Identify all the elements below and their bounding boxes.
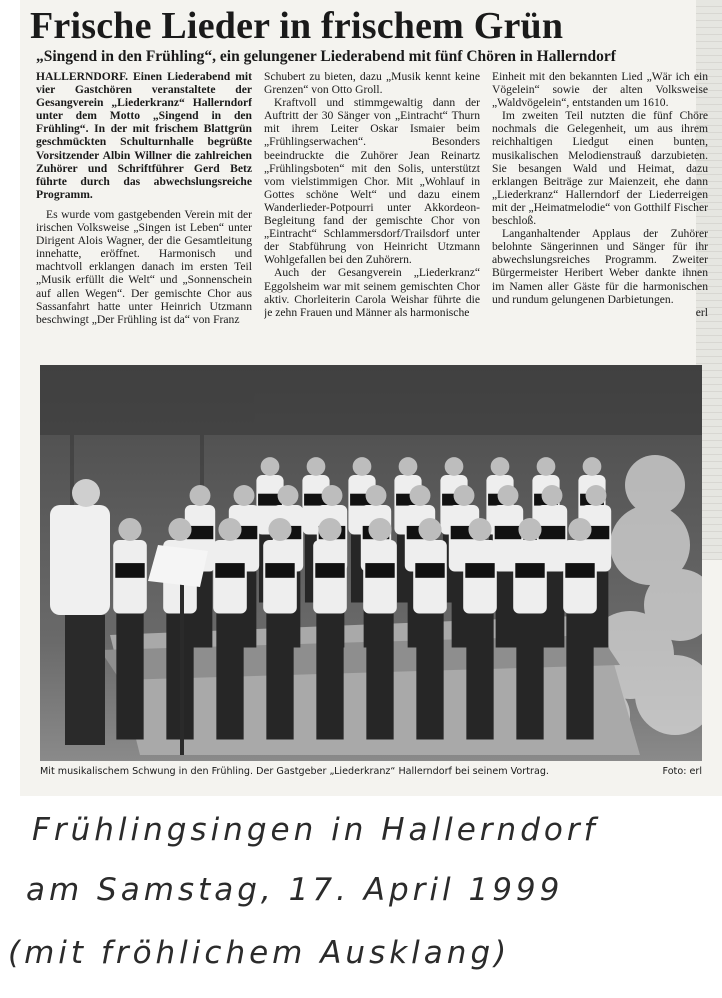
singer-figure bbox=[518, 518, 541, 541]
article-paragraph: Einheit mit den bekannten Lied „Wär ich ein Vögelein“ sowie der alten Volksweise „Waldvögelein“, entstanden um 1610. bbox=[492, 70, 708, 110]
article-column-3 bbox=[492, 70, 708, 362]
song-book bbox=[115, 563, 144, 578]
singer-figure bbox=[316, 614, 343, 740]
song-book bbox=[265, 563, 294, 578]
singer-figure bbox=[366, 614, 393, 740]
singer-figure bbox=[416, 614, 443, 740]
singer-figure bbox=[537, 457, 556, 476]
article-headline: Frische Lieder in frischem Grün bbox=[30, 5, 564, 47]
song-book bbox=[315, 563, 344, 578]
article-paragraph: Kraftvoll und stimmgewaltig dann der Auftritt der 30 Sänger von „Eintracht“ Thurn mit ihrem Leiter Oskar Ismaier beim „Frühlingserwachen“. Besonders beeindruckte die Zuhörer Jean Reinartz „Frühlingsboten“ mit den Solis, unterstützt vom vielstimmigen Chor. Mit „Wohlauf in Gottes schöne Welt“ und dazu einem Wanderlieder-Potpourri unter Akkordeon-Begleitung fand der gemischte Chor von „Eintracht“ Schlammersdorf/Trailsdorf unter der Stabführung von Heinricht Utzmann Wohlgefallen bei den Zuhörern. bbox=[264, 96, 480, 267]
handwritten-note-line-2: am Samstag, 17. April 1999 bbox=[26, 872, 564, 908]
song-book bbox=[465, 563, 494, 578]
choir-photo-illustration bbox=[40, 365, 702, 761]
handwritten-note-line-3: (mit fröhlichem Ausklang) bbox=[8, 935, 511, 971]
singer-figure bbox=[466, 614, 493, 740]
article-lead: HALLERNDORF. Einen Liederabend mit vier Gastchören veranstaltete der Gesangverein „Liederkranz“ Hallerndorf unter dem Motto „Singend in den Frühling“. In der mit frischem Blattgrün geschmückten Schulturnhalle begrüßte Vorsitzender Albin Willner die zahlreichen Zuhörer und Schriftführer Gerd Betz führte durch das abwechslungsreiche Programm. bbox=[36, 70, 252, 201]
singer-figure bbox=[234, 485, 255, 506]
singer-figure bbox=[318, 518, 341, 541]
article-paragraph: Schubert zu bieten, dazu „Musik kennt keine Grenzen“ von Otto Groll. bbox=[264, 70, 480, 97]
singer-figure bbox=[498, 485, 519, 506]
singer-figure bbox=[468, 518, 491, 541]
song-book bbox=[415, 563, 444, 578]
singer-figure bbox=[368, 518, 391, 541]
singer-figure bbox=[491, 457, 510, 476]
article-paragraph: Im zweiten Teil nutzten die fünf Chöre nochmals die Gelegenheit, um aus ihrem reichhaltigen Liedgut einen bunten, musikalischen Melodienstrauß darzubieten. Sie besangen Wald und Heimat, dazu erklangen Beiträge zur Maienzeit, ehe dann „Liederkranz“ Hallerndorf der Liederreigen mit der „Heimatmelodie“ von Gotthilf Fischer beschloß. bbox=[492, 109, 708, 228]
article-paragraph: Langanhaltender Applaus der Zuhörer belohnte Sängerinnen und Sänger für ihr abwechslungsreiches Programm. Zweiter Bürgermeister Heribert Weber dankte ihnen im Namen aller Gäste für die harmonischen und rundum gelungenen Darbietungen. bbox=[492, 227, 708, 306]
singer-figure bbox=[583, 457, 602, 476]
article-column-2 bbox=[264, 70, 480, 362]
singer-figure bbox=[568, 518, 591, 541]
singer-figure bbox=[168, 518, 191, 541]
singer-figure bbox=[586, 485, 607, 506]
photo-credit: Foto: erl bbox=[662, 766, 702, 777]
singer-figure bbox=[261, 457, 280, 476]
article-column-1 bbox=[36, 70, 252, 362]
singer-figure bbox=[542, 485, 563, 506]
article-paragraph: Es wurde vom gastgebenden Verein mit der irischen Volksweise „Singen ist Leben“ unter Dirigent Alois Wagner, der die Gesamtleitung innehatte, eröffnet. Harmonisch und machtvoll erklangen danach im ersten Teil „Musik erfüllt die Welt“ und „Sonnenschein auf allen Wegen“. Der gemischte Chor aus Sassanfahrt hatte unter Heinrich Utzmann beschwingt „Der Frühling ist da“ von Franz bbox=[36, 207, 252, 326]
singer-figure bbox=[266, 614, 293, 740]
singer-figure bbox=[566, 614, 593, 740]
choir-photo bbox=[40, 365, 702, 761]
photo-caption bbox=[40, 766, 702, 777]
singer-figure bbox=[399, 457, 418, 476]
singer-figure bbox=[268, 518, 291, 541]
singer-figure bbox=[366, 485, 387, 506]
song-book bbox=[515, 563, 544, 578]
singer-figure bbox=[445, 457, 464, 476]
singer-figure bbox=[116, 614, 143, 740]
article-subheadline: „Singend in den Frühling“, ein gelungener Liederabend mit fünf Chören in Hallerndorf bbox=[36, 48, 616, 65]
singer-figure bbox=[218, 518, 241, 541]
singer-figure bbox=[516, 614, 543, 740]
singer-figure bbox=[118, 518, 141, 541]
singer-figure bbox=[322, 485, 343, 506]
singer-figure bbox=[418, 518, 441, 541]
singer-figure bbox=[278, 485, 299, 506]
song-book bbox=[539, 526, 566, 539]
singer-figure bbox=[410, 485, 431, 506]
article-paragraph: Auch der Gesangverein „Liederkranz“ Eggolsheim war mit seinem gemischten Chor aktiv. Chorleiterin Carola Weishar führte die je zehn Frauen und Männer als harmonische bbox=[264, 266, 480, 319]
song-book bbox=[495, 526, 522, 539]
singer-figure bbox=[190, 485, 211, 506]
handwritten-note-line-1: Frühlingsingen in Hallerndorf bbox=[32, 812, 599, 848]
song-book bbox=[565, 563, 594, 578]
singer-figure bbox=[454, 485, 475, 506]
song-book bbox=[215, 563, 244, 578]
author-signature: erl bbox=[695, 305, 708, 319]
singer-figure bbox=[216, 614, 243, 740]
singer-figure bbox=[353, 457, 372, 476]
article-body bbox=[36, 70, 708, 362]
photo-caption-text: Mit musikalischem Schwung in den Frühling. Der Gastgeber „Liederkranz“ Hallerndorf bei seinem Vortrag. bbox=[40, 766, 549, 777]
song-book bbox=[365, 563, 394, 578]
singer-figure bbox=[307, 457, 326, 476]
